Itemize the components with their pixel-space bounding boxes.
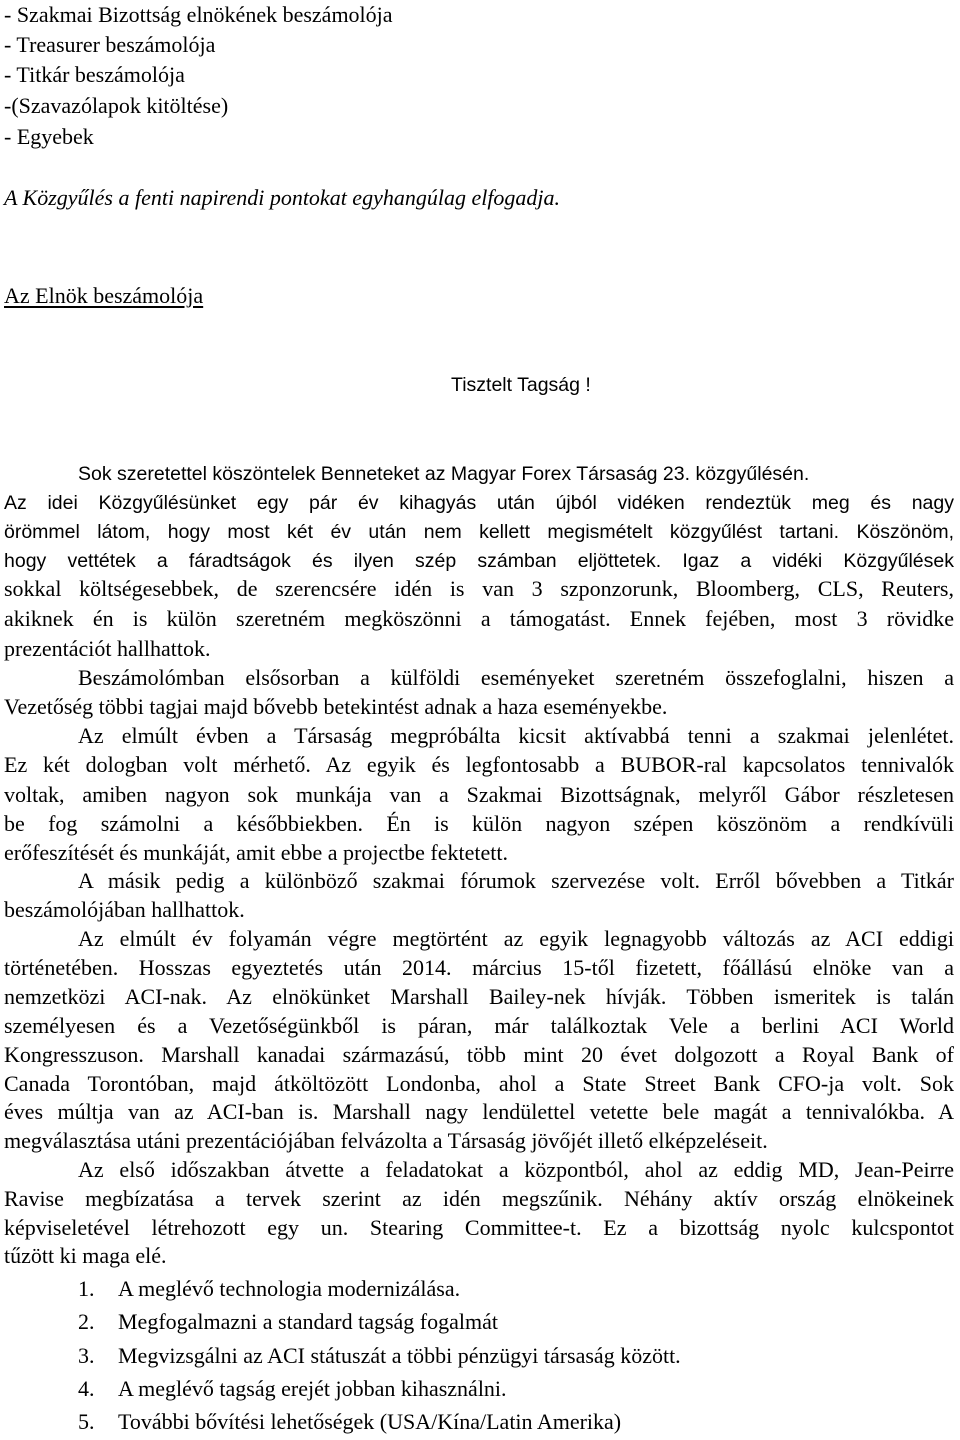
agenda-item: - Titkár beszámolója <box>4 62 185 87</box>
list-item: További bővítési lehetőségek (USA/Kína/Latin Amerika) <box>118 1409 622 1434</box>
paragraph-line: A másik pedig a különböző szakmai fórumok szervezése volt. Erről bővebben a Titkár <box>78 868 954 893</box>
paragraph-line: éves múltja van az ACI-ban is. Marshall nagy lendülettel vetette bele magát a tennivalókba. A <box>4 1099 954 1124</box>
paragraph-line: Az elmúlt év folyamán végre megtörtént az egyik legnagyobb változás az ACI eddigi <box>78 926 954 951</box>
list-number: 1. <box>78 1276 95 1301</box>
list-item: Megfogalmazni a standard tagság fogalmát <box>118 1309 498 1334</box>
list-number: 2. <box>78 1309 95 1334</box>
agenda-item: - Szakmai Bizottság elnökének beszámolója <box>4 2 393 27</box>
resolution-text: A Közgyűlés a fenti napirendi pontokat egyhangúlag elfogadja. <box>4 185 561 210</box>
paragraph-line: erőfeszítését és munkáját, amit ebbe a projectbe fektetett. <box>4 840 508 865</box>
list-item: A meglévő tagság erejét jobban kihasználni. <box>118 1376 507 1401</box>
paragraph-line: Az idei Közgyűlésünket egy pár év kihagyás után újból vidéken rendeztük meg és nagy <box>4 492 954 514</box>
paragraph-line: akiknek én is külön szeretném megköszönni a támogatást. Ennek fejében, most 3 rövidke <box>4 606 954 631</box>
paragraph-line: Beszámolómban elsősorban a külföldi eseményeket szeretném összefoglalni, hiszen a <box>78 665 954 690</box>
paragraph-line: Vezetőség többi tagjai majd bővebb betekintést adnak a haza eseményekbe. <box>4 694 668 719</box>
paragraph-line: személyesen és a Vezetőségünkből is páran, már találkoztak Vele a berlini ACI World <box>4 1013 954 1038</box>
list-number: 5. <box>78 1409 95 1434</box>
paragraph-line: tűzött ki maga elé. <box>4 1243 167 1268</box>
greeting: Tisztelt Tagság ! <box>451 374 591 396</box>
agenda-item: -(Szavazólapok kitöltése) <box>4 93 229 118</box>
paragraph-line: örömmel látom, hogy most két év után nem kellett megismételt közgyűlést tartani. Köszönöm, <box>4 521 954 543</box>
paragraph-line: történetében. Hosszas egyeztetés után 2014. március 15-től fizetett, főállású elnöke van a <box>4 955 954 980</box>
section-title: Az Elnök beszámolója <box>4 283 204 308</box>
paragraph-line: hogy vettétek a fáradtságok és ilyen szép számban eljöttetek. Igaz a vidéki Közgyűlések <box>4 550 954 572</box>
paragraph-line: Canada Torontóban, majd átköltözött Londonba, ahol a State Street Bank CFO-ja volt. Sok <box>4 1071 954 1096</box>
paragraph-line: voltak, amiben nagyon sok munkája van a Szakmai Bizottságnak, melyről Gábor részletesen <box>4 782 954 807</box>
paragraph-line: sokkal költségesebbek, de szerencsére idén is van 3 szponzorunk, Bloomberg, CLS, Reuters, <box>4 576 954 601</box>
paragraph-line: prezentációt hallhattok. <box>4 636 211 661</box>
paragraph-line: Ez két dologban volt mérhető. Az egyik és legfontosabb a BUBOR-ral kapcsolatos tennivalók <box>4 752 954 777</box>
list-item: A meglévő technologia modernizálása. <box>118 1276 461 1301</box>
paragraph-line: Kongresszuson. Marshall kanadai származású, több mint 20 évet dolgozott a Royal Bank of <box>4 1042 954 1067</box>
agenda-item: - Egyebek <box>4 124 94 149</box>
paragraph-line: Az első időszakban átvette a feladatokat a központból, ahol az eddig MD, Jean-Peirre <box>78 1157 954 1182</box>
paragraph-line: nemzetközi ACI-nak. Az elnökünket Marshall Bailey-nek hívják. Többen ismeritek is talán <box>4 984 954 1009</box>
list-item: Megvizsgálni az ACI státuszát a többi pénzügyi társaság között. <box>118 1343 681 1368</box>
paragraph-line: Az elmúlt évben a Társaság megpróbálta kicsit aktívabbá tenni a szakmai jelenlétet. <box>78 723 954 748</box>
list-number: 4. <box>78 1376 95 1401</box>
paragraph-line: képviseletével létrehozott egy un. Stearing Committee-t. Ez a bizottság nyolc kulcspontot <box>4 1215 954 1240</box>
welcome-line: Sok szeretettel köszöntelek Benneteket az Magyar Forex Társaság 23. közgyűlésén. <box>78 463 810 485</box>
paragraph-line: Ravise megbízatása a tervek szerint az idén megszűnik. Néhány aktív ország elnökeinek <box>4 1186 954 1211</box>
paragraph-line: be fog számolni a későbbiekben. Én is külön nagyon szépen köszönöm a rendkívüli <box>4 811 954 836</box>
list-number: 3. <box>78 1343 95 1368</box>
agenda-item: - Treasurer beszámolója <box>4 32 216 57</box>
paragraph-line: megválasztása utáni prezentációjában felvázolta a Társaság jövőjét illető elképzeléseit. <box>4 1128 768 1153</box>
paragraph-line: beszámolójában hallhattok. <box>4 897 245 922</box>
